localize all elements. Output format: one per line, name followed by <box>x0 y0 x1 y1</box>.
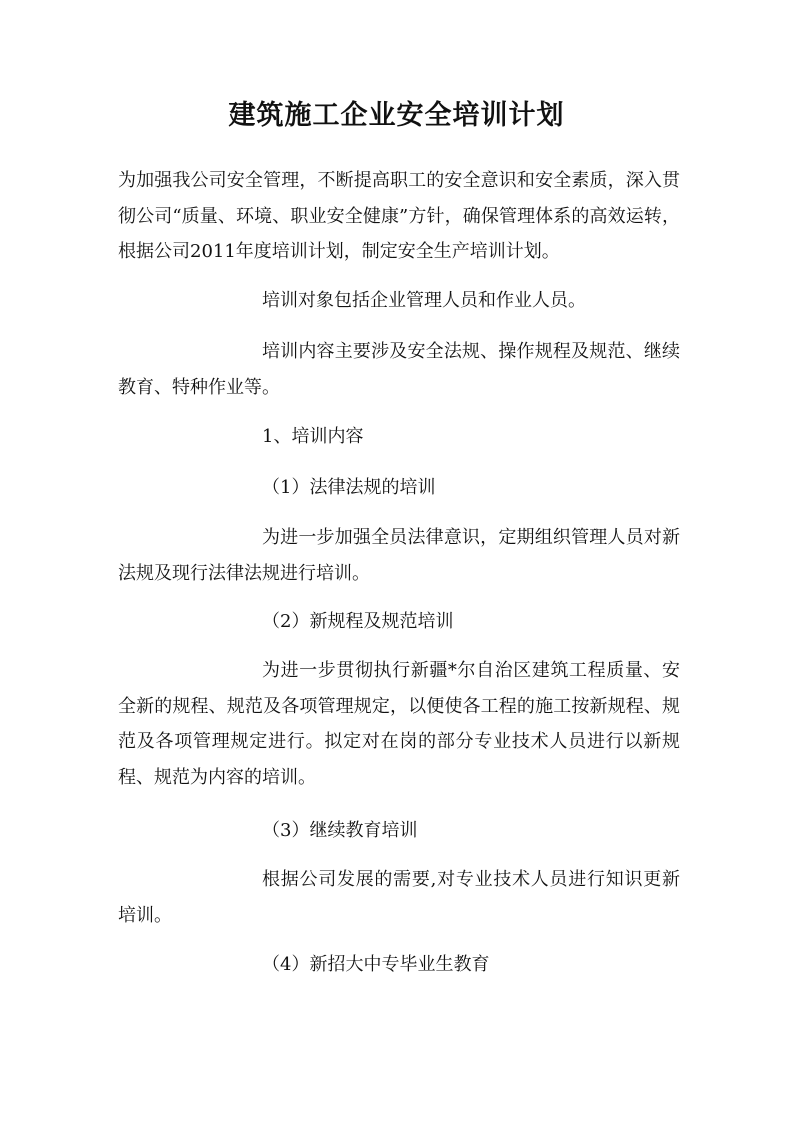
section-heading-training-content: 1、培训内容 <box>262 426 364 447</box>
document-title: 建筑施工企业安全培训计划 <box>228 100 565 131</box>
subheading-continuing-education: （3）继续教育培训 <box>262 820 418 841</box>
intro-paragraph: 为加强我公司安全管理，不断提高职工的安全意识和安全素质，深入贯彻公司“质量、环境、职业安全健康”方针，确保管理体系的高效运转，根据公司2011年度培训计划，制定安全生产培训计划。 <box>118 170 680 262</box>
subheading-laws-training: （1）法律法规的培训 <box>262 477 436 498</box>
training-targets-paragraph: 培训对象包括企业管理人员和作业人员。 <box>262 290 586 311</box>
subheading-graduate-education: （4）新招大中专毕业生教育 <box>262 954 490 975</box>
new-rules-training-paragraph: 为进一步贯彻执行新疆*尔自治区建筑工程质量、安全新的规程、规范及各项管理规定，以便使各工程的施工按新规程、规范及各项管理规定进行。拟定对在岗的部分专业技术人员进行以新规程、规范为内容的培训。 <box>118 660 680 788</box>
training-content-summary-paragraph: 培训内容主要涉及安全法规、操作规程及规范、继续教育、特种作业等。 <box>118 341 680 398</box>
continuing-education-paragraph: 根据公司发展的需要,对专业技术人员进行知识更新培训。 <box>118 869 680 926</box>
laws-training-paragraph: 为进一步加强全员法律意识，定期组织管理人员对新法规及现行法律法规进行培训。 <box>118 527 680 584</box>
subheading-new-rules-training: （2）新规程及规范培训 <box>262 611 454 632</box>
